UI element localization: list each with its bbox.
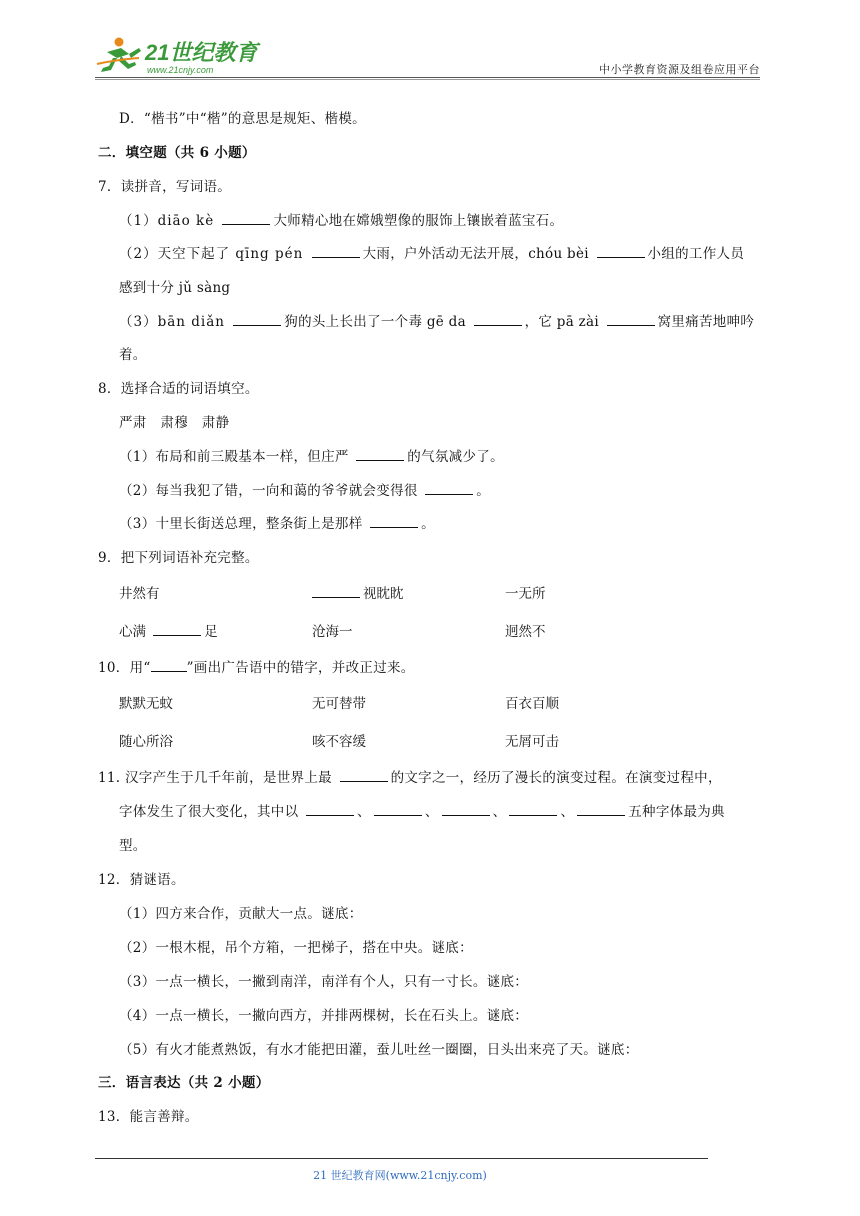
answer-blank[interactable]	[607, 314, 655, 326]
header-divider	[95, 77, 760, 78]
riddle-3: （3）一点一横长，一撇到南洋，南洋有个人，只有一寸长。谜底：	[119, 974, 529, 990]
question-10-slogan: 咳不容缓	[312, 734, 366, 750]
question-11: 11. 汉字产生于几千年前，是世界上最 的文字之一，经历了漫长的演变过程。在演变过程中，	[98, 770, 722, 786]
answer-blank[interactable]	[577, 804, 625, 816]
question-9-word: 心满 足	[119, 624, 218, 640]
footer-divider	[95, 1158, 708, 1159]
answer-blank[interactable]	[509, 804, 557, 816]
question-10-slogan: 百衣百顺	[505, 696, 559, 712]
question-8-word-bank: 严肃 肃穆 肃静	[119, 415, 230, 431]
riddle-1: （1）四方来合作，贡献大一点。谜底：	[119, 906, 363, 922]
riddle-2: （2）一根木棍，吊个方箱，一把梯子，搭在中央。谜底：	[119, 940, 473, 956]
question-11-cont: 字体发生了很大变化，其中以 、 、 、 、 五种字体最为典	[119, 804, 725, 820]
answer-blank[interactable]	[233, 314, 281, 326]
underline-sample	[151, 660, 187, 672]
question-9-word: 井然有	[119, 586, 160, 602]
section-title-language-expression: 三．语言表达（共 2 小题）	[98, 1075, 270, 1091]
question-10-slogan: 无屑可击	[505, 734, 559, 750]
answer-blank[interactable]	[356, 449, 404, 461]
svg-text:www.21cnjy.com: www.21cnjy.com	[147, 65, 214, 75]
question-10-slogan: 随心所浴	[119, 734, 173, 750]
section-title-fill-blank: 二．填空题（共 6 小题）	[98, 145, 256, 161]
question-7: 7．读拼音，写词语。	[98, 179, 232, 195]
option-d: D．“楷书”中“楷”的意思是规矩、楷模。	[119, 111, 366, 127]
question-10-slogan: 无可替带	[312, 696, 366, 712]
question-7-item-3-cont: 着。	[119, 347, 147, 363]
answer-blank[interactable]	[597, 246, 645, 258]
question-9: 9．把下列词语补充完整。	[98, 550, 259, 566]
answer-blank[interactable]	[374, 804, 422, 816]
platform-name: 中小学教育资源及组卷应用平台	[599, 63, 760, 76]
answer-blank[interactable]	[425, 483, 473, 495]
header-divider-secondary	[95, 79, 760, 80]
question-8-item-2: （2）每当我犯了错，一向和蔼的爷爷就会变得很 。	[119, 483, 491, 499]
answer-blank[interactable]	[474, 314, 522, 326]
answer-blank[interactable]	[340, 770, 388, 782]
question-11-cont2: 型。	[119, 838, 147, 854]
question-7-item-1: （1）diāo kè 大师精心地在嫦娥塑像的服饰上镶嵌着蓝宝石。	[119, 213, 564, 229]
page-header	[95, 34, 760, 78]
answer-blank[interactable]	[312, 246, 360, 258]
riddle-5: （5）有火才能煮熟饭，有水才能把田灌，蚕儿吐丝一圈圈，日头出来亮了天。谜底：	[119, 1042, 639, 1058]
answer-blank[interactable]	[222, 213, 270, 225]
question-7-item-3: （3）bān diǎn 狗的头上长出了一个毒 gē da ，它 pā zài 窝里痛苦地呻吟	[119, 314, 755, 330]
answer-blank[interactable]	[370, 516, 418, 528]
question-9-word: 视眈眈	[312, 582, 404, 602]
riddle-4: （4）一点一横长，一撇向西方，并排两棵树，长在石头上。谜底：	[119, 1008, 529, 1024]
question-7-item-2: （2）天空下起了 qīng pén 大雨，户外活动无法开展，chóu bèi 小组的工作人员	[119, 246, 745, 262]
footer-link[interactable]: 21 世纪教育网(www.21cnjy.com)	[313, 1169, 487, 1182]
answer-blank[interactable]	[153, 624, 201, 636]
question-10-slogan: 默默无蚊	[119, 696, 173, 712]
answer-blank[interactable]	[306, 804, 354, 816]
question-8-item-1: （1）布局和前三殿基本一样，但庄严 的气氛减少了。	[119, 449, 504, 465]
question-13: 13．能言善辩。	[98, 1109, 199, 1125]
answer-blank[interactable]	[312, 586, 360, 598]
question-9-word: 迥然不	[505, 624, 546, 640]
question-8-item-3: （3）十里长街送总理，整条街上是那样 。	[119, 516, 435, 532]
question-8: 8．选择合适的词语填空。	[98, 381, 259, 397]
question-9-word: 一无所	[505, 586, 546, 602]
question-10: 10．用“ ”画出广告语中的错字，并改正过来。	[98, 660, 415, 676]
question-7-item-2-cont: 感到十分 jǔ sàng	[119, 280, 231, 296]
svg-text:21世纪教育: 21世纪教育	[145, 40, 258, 65]
answer-blank[interactable]	[442, 804, 490, 816]
site-logo	[95, 34, 285, 78]
question-9-word: 沧海一	[312, 624, 353, 640]
question-12: 12．猜谜语。	[98, 872, 185, 888]
